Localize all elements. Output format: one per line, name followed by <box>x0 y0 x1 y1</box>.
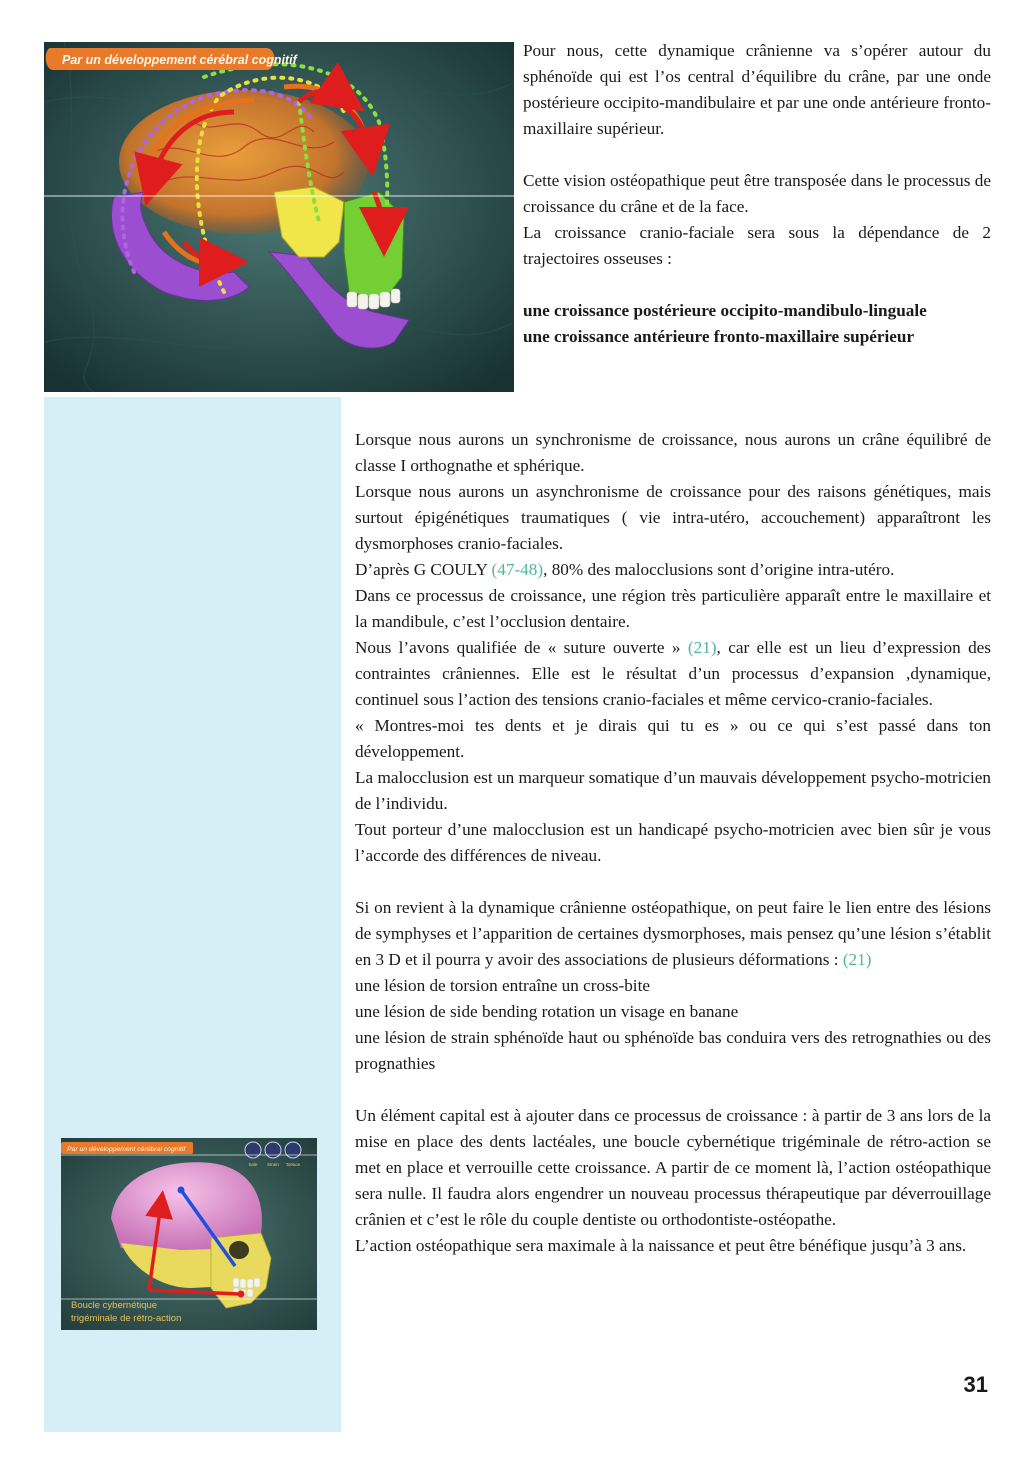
open-suture-paragraph: Nous l’avons qualifiée de « suture ouverte » (21), car elle est un lieu d’expression des contraintes crâniennes. Elle est le résultat d’un processus d’expansion ,dynamique, continuel sous l’action des tensions cranio-faciales et même cervico-cranio-faciales. <box>355 638 991 709</box>
anterior-growth-item: une croissance antérieure fronto-maxillaire supérieur <box>523 327 915 346</box>
btn-label-torsion: Torsion <box>285 1162 301 1167</box>
main-column <box>355 427 991 1259</box>
trajectories-paragraph: La croissance cranio-faciale sera sous la dépendance de 2 trajectoires osseuses : <box>523 223 991 268</box>
figure-banner-text: Par un développement cérébral cognitif <box>62 53 297 67</box>
cybernetic-loop-illustration <box>61 1138 317 1330</box>
btn-label-strain: Strain <box>267 1162 279 1167</box>
small-figure-banner-text: Par un développement cérébral cognitif <box>67 1146 186 1153</box>
quote-paragraph: « Montres-moi tes dents et je dirais qui tu es » ou ce qui s’est passé dans ton développement. <box>355 716 991 761</box>
handicap-paragraph: Tout porteur d’une malocclusion est un handicapé psycho-motricien avec bien sûr je vous l’accorde des différences de niveau. <box>355 820 991 865</box>
marker-paragraph: La malocclusion est un marqueur somatique d’un mauvais développement psycho-motricien de l’individu. <box>355 768 991 813</box>
reference-link[interactable]: (47-48) <box>491 560 544 579</box>
lesions-paragraph: Si on revient à la dynamique crânienne ostéopathique, on peut faire le lien entre des lésions de symphyses et l’apparition de certaines dysmorphoses, mais pensez qu’une lésion s’établit en 3 D et il pourra y avoir des associations de plusieurs déformations : (21) <box>355 898 991 969</box>
page-number: 31 <box>963 1372 988 1397</box>
capital-element-paragraph: Un élément capital est à ajouter dans ce processus de croissance : à partir de 3 ans lors de la mise en place des dents lactéales, une boucle cybernétique trigéminale de rétro-action se met en place et verrouille cette croissance. A partir de ce moment là, l’action ostéopathique sera nulle. Il faudra alors engendrer un nouveau processus thérapeutique par déverrouillage crânien et c’est le rôle du couple dentiste ou orthodontiste-ostéopathe. <box>355 1106 991 1229</box>
lesion-buttons <box>245 1142 301 1167</box>
torsion-item: une lésion de torsion entraîne un cross-bite <box>355 976 650 995</box>
btn-label-sole: Sole <box>248 1162 258 1167</box>
vision-paragraph: Cette vision ostéopathique peut être transposée dans le processus de croissance du crâne et de la face. <box>523 171 991 216</box>
intro-paragraph: Pour nous, cette dynamique crânienne va s’opérer autour du sphénoïde qui est l’os central d’équilibre du crâne, par une onde postérieure occipito-mandibulaire et par une onde antérieure fronto-maxillaire supérieur. <box>523 41 991 138</box>
reference-link[interactable]: (21) <box>842 950 872 969</box>
caption-line-2: trigéminale de rétro-action <box>71 1313 182 1324</box>
strain-item: une lésion de strain sphénoïde haut ou sphénoïde bas conduira vers des retrognathies ou des prognathies <box>355 1028 991 1073</box>
synchronism-paragraph: Lorsque nous aurons un synchronisme de croissance, nous aurons un crâne équilibré de classe I orthognathe et sphérique. <box>355 430 991 475</box>
posterior-growth-item: une croissance postérieure occipito-mandibulo-linguale <box>523 301 927 320</box>
cybernetic-loop-figure <box>61 1138 317 1330</box>
reference-link[interactable]: (21) <box>687 638 717 657</box>
side-bending-item: une lésion de side bending rotation un visage en banane <box>355 1002 739 1021</box>
occlusion-paragraph: Dans ce processus de croissance, une région très particulière apparaît entre le maxillaire et la mandibule, c’est l’occlusion dentaire. <box>355 586 991 631</box>
intro-column <box>523 38 991 350</box>
conclusion-paragraph: L’action ostéopathique sera maximale à la naissance et peut être bénéfique jusqu’à 3 ans. <box>355 1236 967 1255</box>
asynchronism-paragraph: Lorsque nous aurons un asynchronisme de croissance pour des raisons génétiques, mais surtout épigénétiques traumatiques ( vie intra-utéro, accouchement) apparaîtront les dysmorphoses cranio-faciales. <box>355 482 991 553</box>
skull-growth-figure <box>44 42 514 392</box>
caption-line-1: Boucle cybernétique <box>71 1300 158 1311</box>
skull-growth-illustration <box>44 42 514 392</box>
couly-paragraph: D’après G COULY (47-48), 80% des malocclusions sont d’origine intra-utéro. <box>355 560 895 579</box>
